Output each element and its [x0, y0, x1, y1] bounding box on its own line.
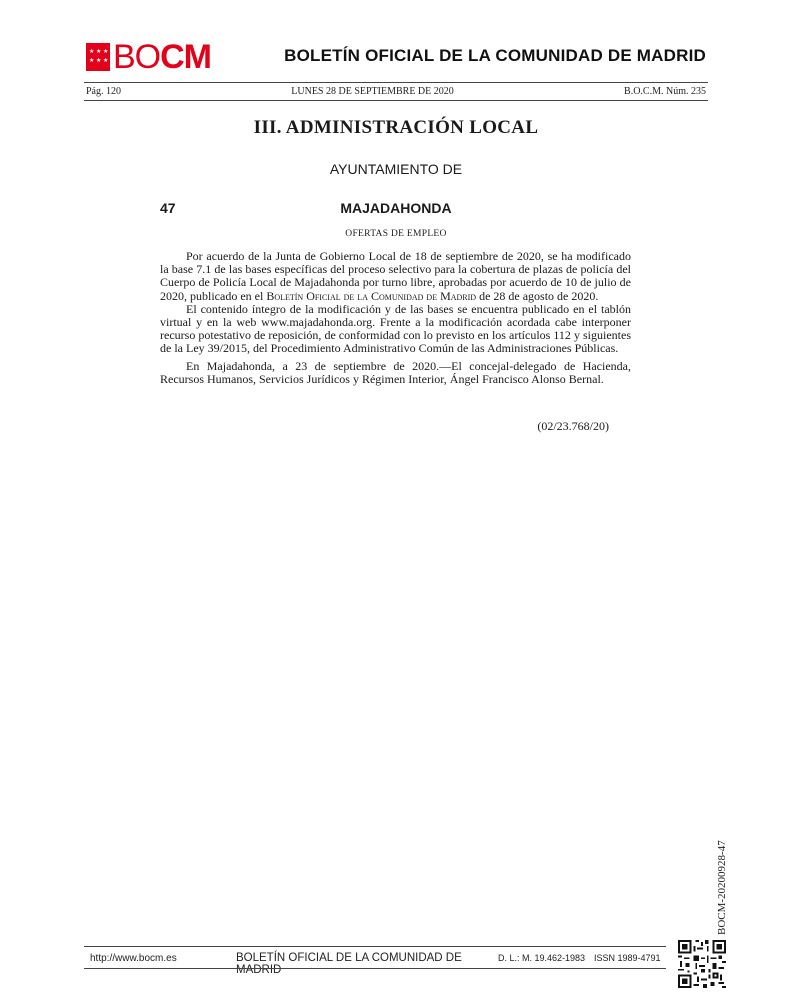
header-rule: [84, 100, 708, 101]
bulletin-name-smallcaps: Boletín Oficial de la Comunidad de Madrid: [266, 288, 477, 303]
madrid-stars-flag-icon: ★ ★ ★ ★ ★ ★: [86, 43, 110, 71]
header-meta-row: [86, 86, 706, 97]
section-title: III. ADMINISTRACIÓN LOCAL: [253, 117, 539, 138]
footer-row: [90, 952, 662, 976]
document-code: BOCM-20200928-47: [716, 840, 728, 935]
footer-rule: [84, 968, 666, 969]
paragraph-2: El contenido íntegro de la modificación y de las bases se encuentra publicado en el tablón virtual y en la web www.majadahonda.org. Frente a la modificación acordada cabe interponer recurso potestativo de reposición, de conformidad con lo previsto en los artículos 112 y siguientes de la Ley 39/2015, del Procedimiento Administrativo Común de las Administraciones Públicas.: [160, 301, 631, 356]
logo-wordmark: BOCM: [113, 38, 212, 76]
issue-number: B.O.C.M. Núm. 235: [624, 86, 706, 97]
reference-code: (02/23.768/20): [537, 419, 609, 433]
issue-date: LUNES 28 DE SEPTIEMBRE DE 2020: [291, 86, 454, 97]
paragraph-1: Por acuerdo de la Junta de Gobierno Local de 18 de septiembre de 2020, se ha modificado la base 7.1 de las bases específicas del proceso selectivo para la cobertura de plazas de policía del Cuerpo de Policía Local de Majadahonda por turno libre, aprobadas por acuerdo de 10 de julio de 2020, publicado en el Boletín Oficial de la Comunidad de Madrid de 28 de agosto de 2020.: [160, 249, 631, 303]
entity-name: MAJADAHONDA: [340, 200, 452, 216]
legal-deposit: D. L.: M. 19.462-1983: [498, 953, 586, 963]
bocm-logo: [86, 38, 212, 76]
qr-code-icon: [678, 940, 726, 988]
footer-rule: [84, 946, 666, 947]
header-rule: [84, 82, 708, 83]
sub-heading: AYUNTAMIENTO DE: [329, 161, 463, 177]
paragraph-signature: En Majadahonda, a 23 de septiembre de 2020.—El concejal-delegado de Hacienda, Recursos Humanos, Servicios Jurídicos y Régimen Interior, Ángel Francisco Alonso Bernal.: [160, 358, 631, 386]
footer-title: BOLETÍN OFICIAL DE LA COMUNIDAD DE MADRID: [236, 952, 462, 976]
footer-url-link[interactable]: http://www.bocm.es: [90, 953, 177, 964]
issn: ISSN 1989-4791: [594, 953, 661, 963]
entry-number: 47: [160, 200, 176, 216]
page-number: Pág. 120: [86, 86, 121, 97]
entry-category: OFERTAS DE EMPLEO: [345, 229, 447, 239]
announcement-body: [160, 250, 631, 386]
bulletin-title: BOLETÍN OFICIAL DE LA COMUNIDAD DE MADRID: [284, 46, 706, 65]
